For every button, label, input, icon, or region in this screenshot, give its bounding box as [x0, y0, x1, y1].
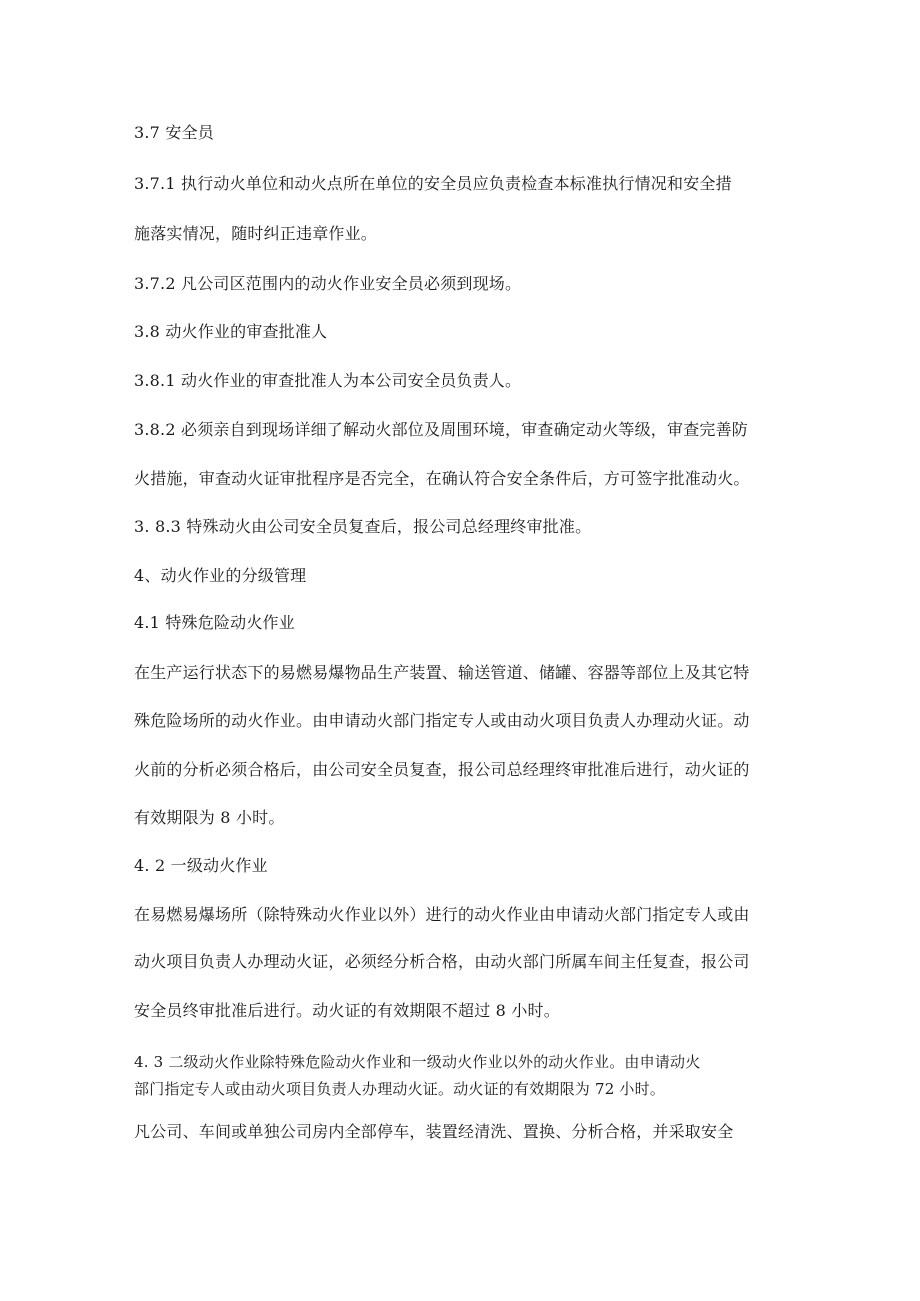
paragraph-4-3-line-1: 4. 3 二级动火作业除特殊危险动火作业和一级动火作业以外的动火作业。由申请动火: [134, 1053, 701, 1071]
paragraph-4-1-line-3: 火前的分析必须合格后，由公司安全员复查，报公司总经理终审批准后进行，动火证的: [134, 760, 750, 779]
paragraph-3-8-1: 3.8.1 动火作业的审查批准人为本公司安全员负责人。: [134, 371, 522, 390]
paragraph-continuation: 凡公司、车间或单独公司房内全部停车，装置经清洗、置换、分析合格，并采取安全: [134, 1122, 734, 1141]
paragraph-3-7-1-line-1: 3.7.1 执行动火单位和动火点所在单位的安全员应负责检查本标准执行情况和安全措: [134, 174, 732, 193]
paragraph-3-8-2-line-1: 3.8.2 必须亲自到现场详细了解动火部位及周围环境，审查确定动火等级，审查完善防: [134, 420, 748, 439]
paragraph-3-7-1-line-2: 施落实情况，随时纠正违章作业。: [134, 224, 378, 243]
paragraph-3-7-2: 3.7.2 凡公司区范围内的动火作业安全员必须到现场。: [134, 274, 522, 293]
paragraph-4-1-line-2: 殊危险场所的动火作业。由申请动火部门指定专人或由动火项目负责人办理动火证。动: [134, 711, 750, 730]
paragraph-3-8-3: 3. 8.3 特殊动火由公司安全员复查后，报公司总经理终审批准。: [134, 517, 592, 536]
heading-3-8: 3.8 动火作业的审查批准人: [134, 322, 328, 341]
paragraph-4-2-line-3: 安全员终审批准后进行。动火证的有效期限不超过 8 小时。: [134, 1001, 560, 1020]
heading-4-2: 4. 2 一级动火作业: [134, 856, 268, 875]
paragraph-4-1-line-1: 在生产运行状态下的易燃易爆物品生产装置、输送管道、储罐、容器等部位上及其它特: [134, 663, 750, 682]
paragraph-3-8-2-line-2: 火措施，审查动火证审批程序是否完全，在确认符合安全条件后，方可签字批准动火。: [134, 469, 750, 488]
paragraph-4-1-line-4: 有效期限为 8 小时。: [134, 808, 285, 827]
paragraph-4-2-line-1: 在易燃易爆场所（除特殊动火作业以外）进行的动火作业由申请动火部门指定专人或由: [134, 905, 750, 924]
heading-4: 4、动火作业的分级管理: [134, 566, 307, 585]
heading-4-1: 4.1 特殊危险动火作业: [134, 613, 295, 632]
paragraph-4-2-line-2: 动火项目负责人办理动火证，必须经分析合格，由动火部门所属车间主任复查，报公司: [134, 952, 750, 971]
heading-3-7: 3.7 安全员: [134, 123, 214, 142]
paragraph-4-3-line-2: 部门指定专人或由动火项目负责人办理动火证。动火证的有效期限为 72 小时。: [134, 1080, 666, 1098]
